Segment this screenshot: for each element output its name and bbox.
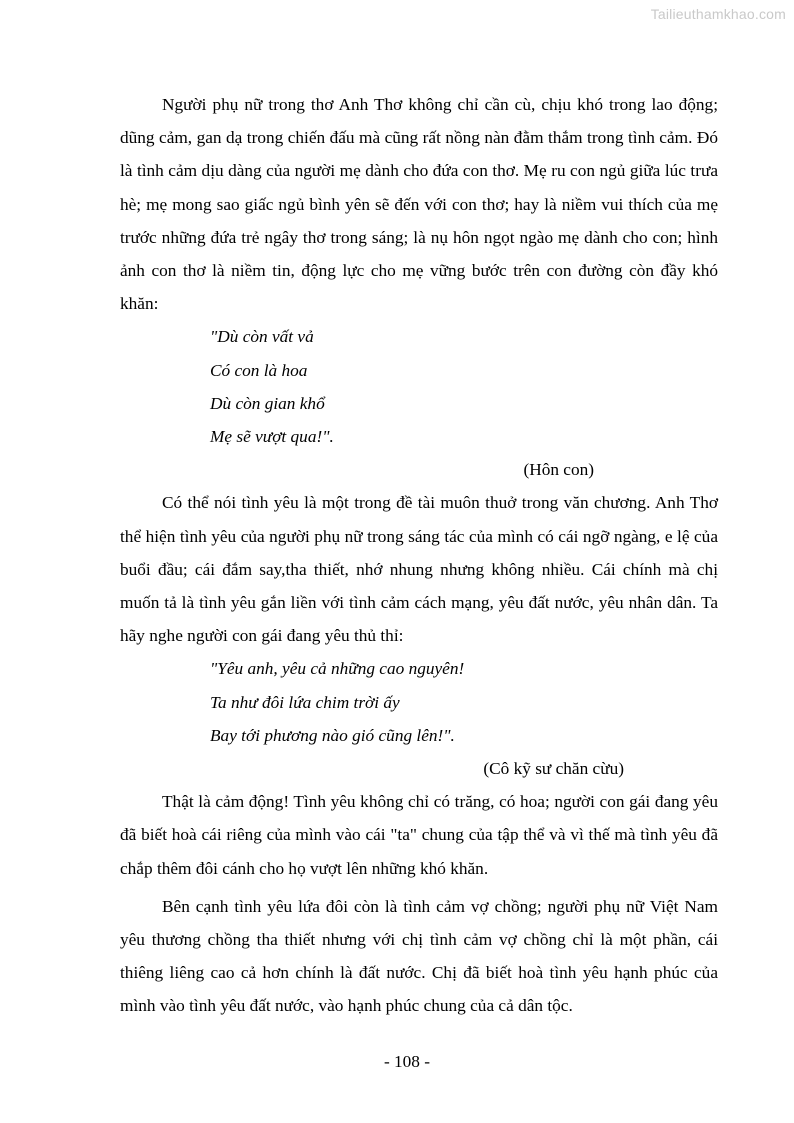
watermark: Tailieuthamkhao.com [650,6,786,22]
paragraph: Có thể nói tình yêu là một trong đề tài muôn thuở trong văn chương. Anh Thơ thể hiện tình yêu của người phụ nữ trong sáng tác của mình có cái ngỡ ngàng, e lệ của buổi đầu; cái đắm say,tha thiết, nhớ nhung nhưng không nhiều. Cái chính mà chị muốn tả là tình yêu gắn liền với tình cảm cách mạng, yêu đất nước, yêu nhân dân. Ta hãy nghe người con gái đang yêu thủ thỉ: [120,493,718,646]
poem-line: Dù còn gian khổ [210,393,325,413]
page-body [120,88,718,1023]
poem-quote [120,320,718,453]
poem-line: Có con là hoa [210,360,308,380]
poem-line: "Dù còn vất vả [210,327,314,347]
paragraph: Thật là cảm động! Tình yêu không chỉ có trăng, có hoa; người con gái đang yêu đã biết hoà cái riêng của mình vào cái "ta" chung của tập thể và vì thế mà tình yêu đã chắp thêm đôi cánh cho họ vượt lên những khó khăn. [120,792,718,878]
poem-line: Mẹ sẽ vượt qua!". [210,427,334,447]
poem-line: Bay tới phương nào gió cũng lên!". [210,725,455,745]
poem-line: "Yêu anh, yêu cả những cao nguyên! [210,659,465,679]
paragraph: Người phụ nữ trong thơ Anh Thơ không chỉ cần cù, chịu khó trong lao động; dũng cảm, gan dạ trong chiến đấu mà cũng rất nồng nàn đằm thắm trong tình cảm. Đó là tình cảm dịu dàng của người mẹ dành cho đứa con thơ. Mẹ ru con ngủ giữa lúc trưa hè; mẹ mong sao giấc ngủ bình yên sẽ đến với con thơ; hay là niềm vui thích của mẹ trước những đứa trẻ ngây thơ trong sáng; là nụ hôn ngọt ngào mẹ dành cho con; hình ảnh con thơ là niềm tin, động lực cho mẹ vững bước trên con đường còn đầy khó khăn: [120,95,718,314]
poem-quote [120,652,718,752]
poem-line: Ta như đôi lứa chim trời ấy [210,692,400,712]
paragraph: Bên cạnh tình yêu lứa đôi còn là tình cảm vợ chồng; người phụ nữ Việt Nam yêu thương chồng tha thiết nhưng với chị tình cảm vợ chồng chỉ là một phần, cái thiêng liêng cao cả hơn chính là đất nước. Chị đã biết hoà tình yêu hạnh phúc của mình vào tình yêu đất nước, vào hạnh phúc chung của cả dân tộc. [120,896,718,1016]
page-number: - 108 - [383,1052,431,1071]
poem-source: (Cô kỹ sư chăn cừu) [483,759,624,779]
poem-source: (Hôn con) [523,460,594,480]
